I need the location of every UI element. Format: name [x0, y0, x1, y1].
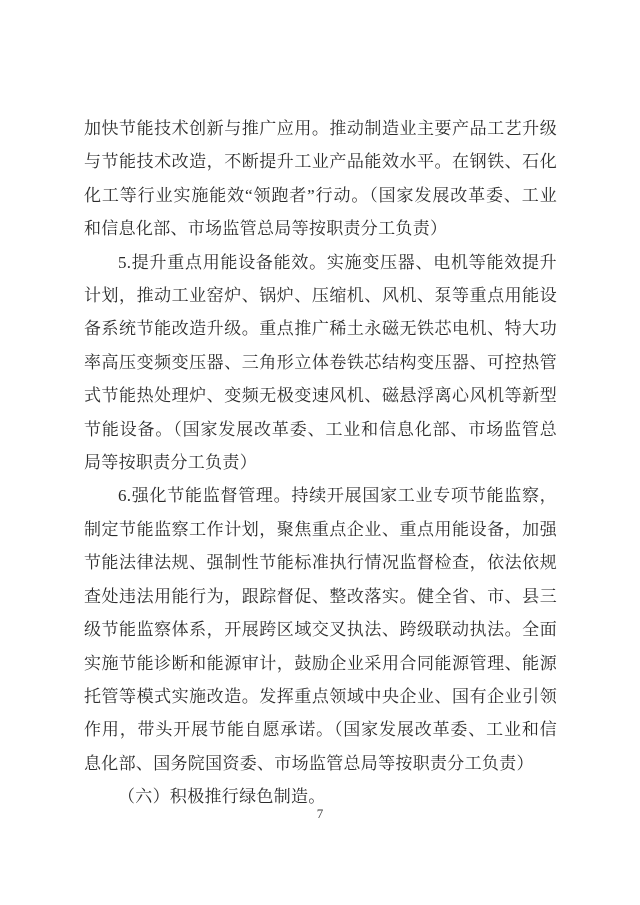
- section-heading-green-manufacturing: （六）积极推行绿色制造。: [118, 787, 326, 807]
- paragraph-item-6-energy-supervision: 6.强化节能监督管理。持续开展国家工业专项节能监察，制定节能监察工作计划，聚焦重点企业、重点用能设备，加强节能法律法规、强制性节能标准执行情况监督检查，依法依规查处违法用能行为，跟踪督促、整改落实。健全省、市、县三级节能监察体系，开展跨区域交叉执法、跨级联动执法。全面实施节能诊断和能源审计，鼓励企业采用合同能源管理、能源托管等模式实施改造。发挥重点领域中央企业、国有企业引领作用，带头开展节能自愿承诺。（国家发展改革委、工业和信息化部、国务院国资委、市场监管总局等按职责分工负责）: [84, 486, 557, 773]
- document-body: [84, 112, 557, 814]
- paragraph-energy-tech-continuation: 加快节能技术创新与推广应用。推动制造业主要产品工艺升级与节能技术改造，不断提升工业产品能效水平。在钢铁、石化化工等行业实施能效“领跑者”行动。（国家发展改革委、工业和信息化部、市场监管总局等按职责分工负责）: [84, 119, 557, 239]
- page-number: 7: [316, 806, 324, 821]
- paragraph-item-5-equipment-efficiency: 5.提升重点用能设备能效。实施变压器、电机等能效提升计划，推动工业窑炉、锅炉、压缩机、风机、泵等重点用能设备系统节能改造升级。重点推广稀土永磁无铁芯电机、特大功率高压变频变压器、三角形立体卷铁芯结构变压器、可控热管式节能热处理炉、变频无极变速风机、磁悬浮离心风机等新型节能设备。（国家发展改革委、工业和信息化部、市场监管总局等按职责分工负责）: [84, 252, 557, 473]
